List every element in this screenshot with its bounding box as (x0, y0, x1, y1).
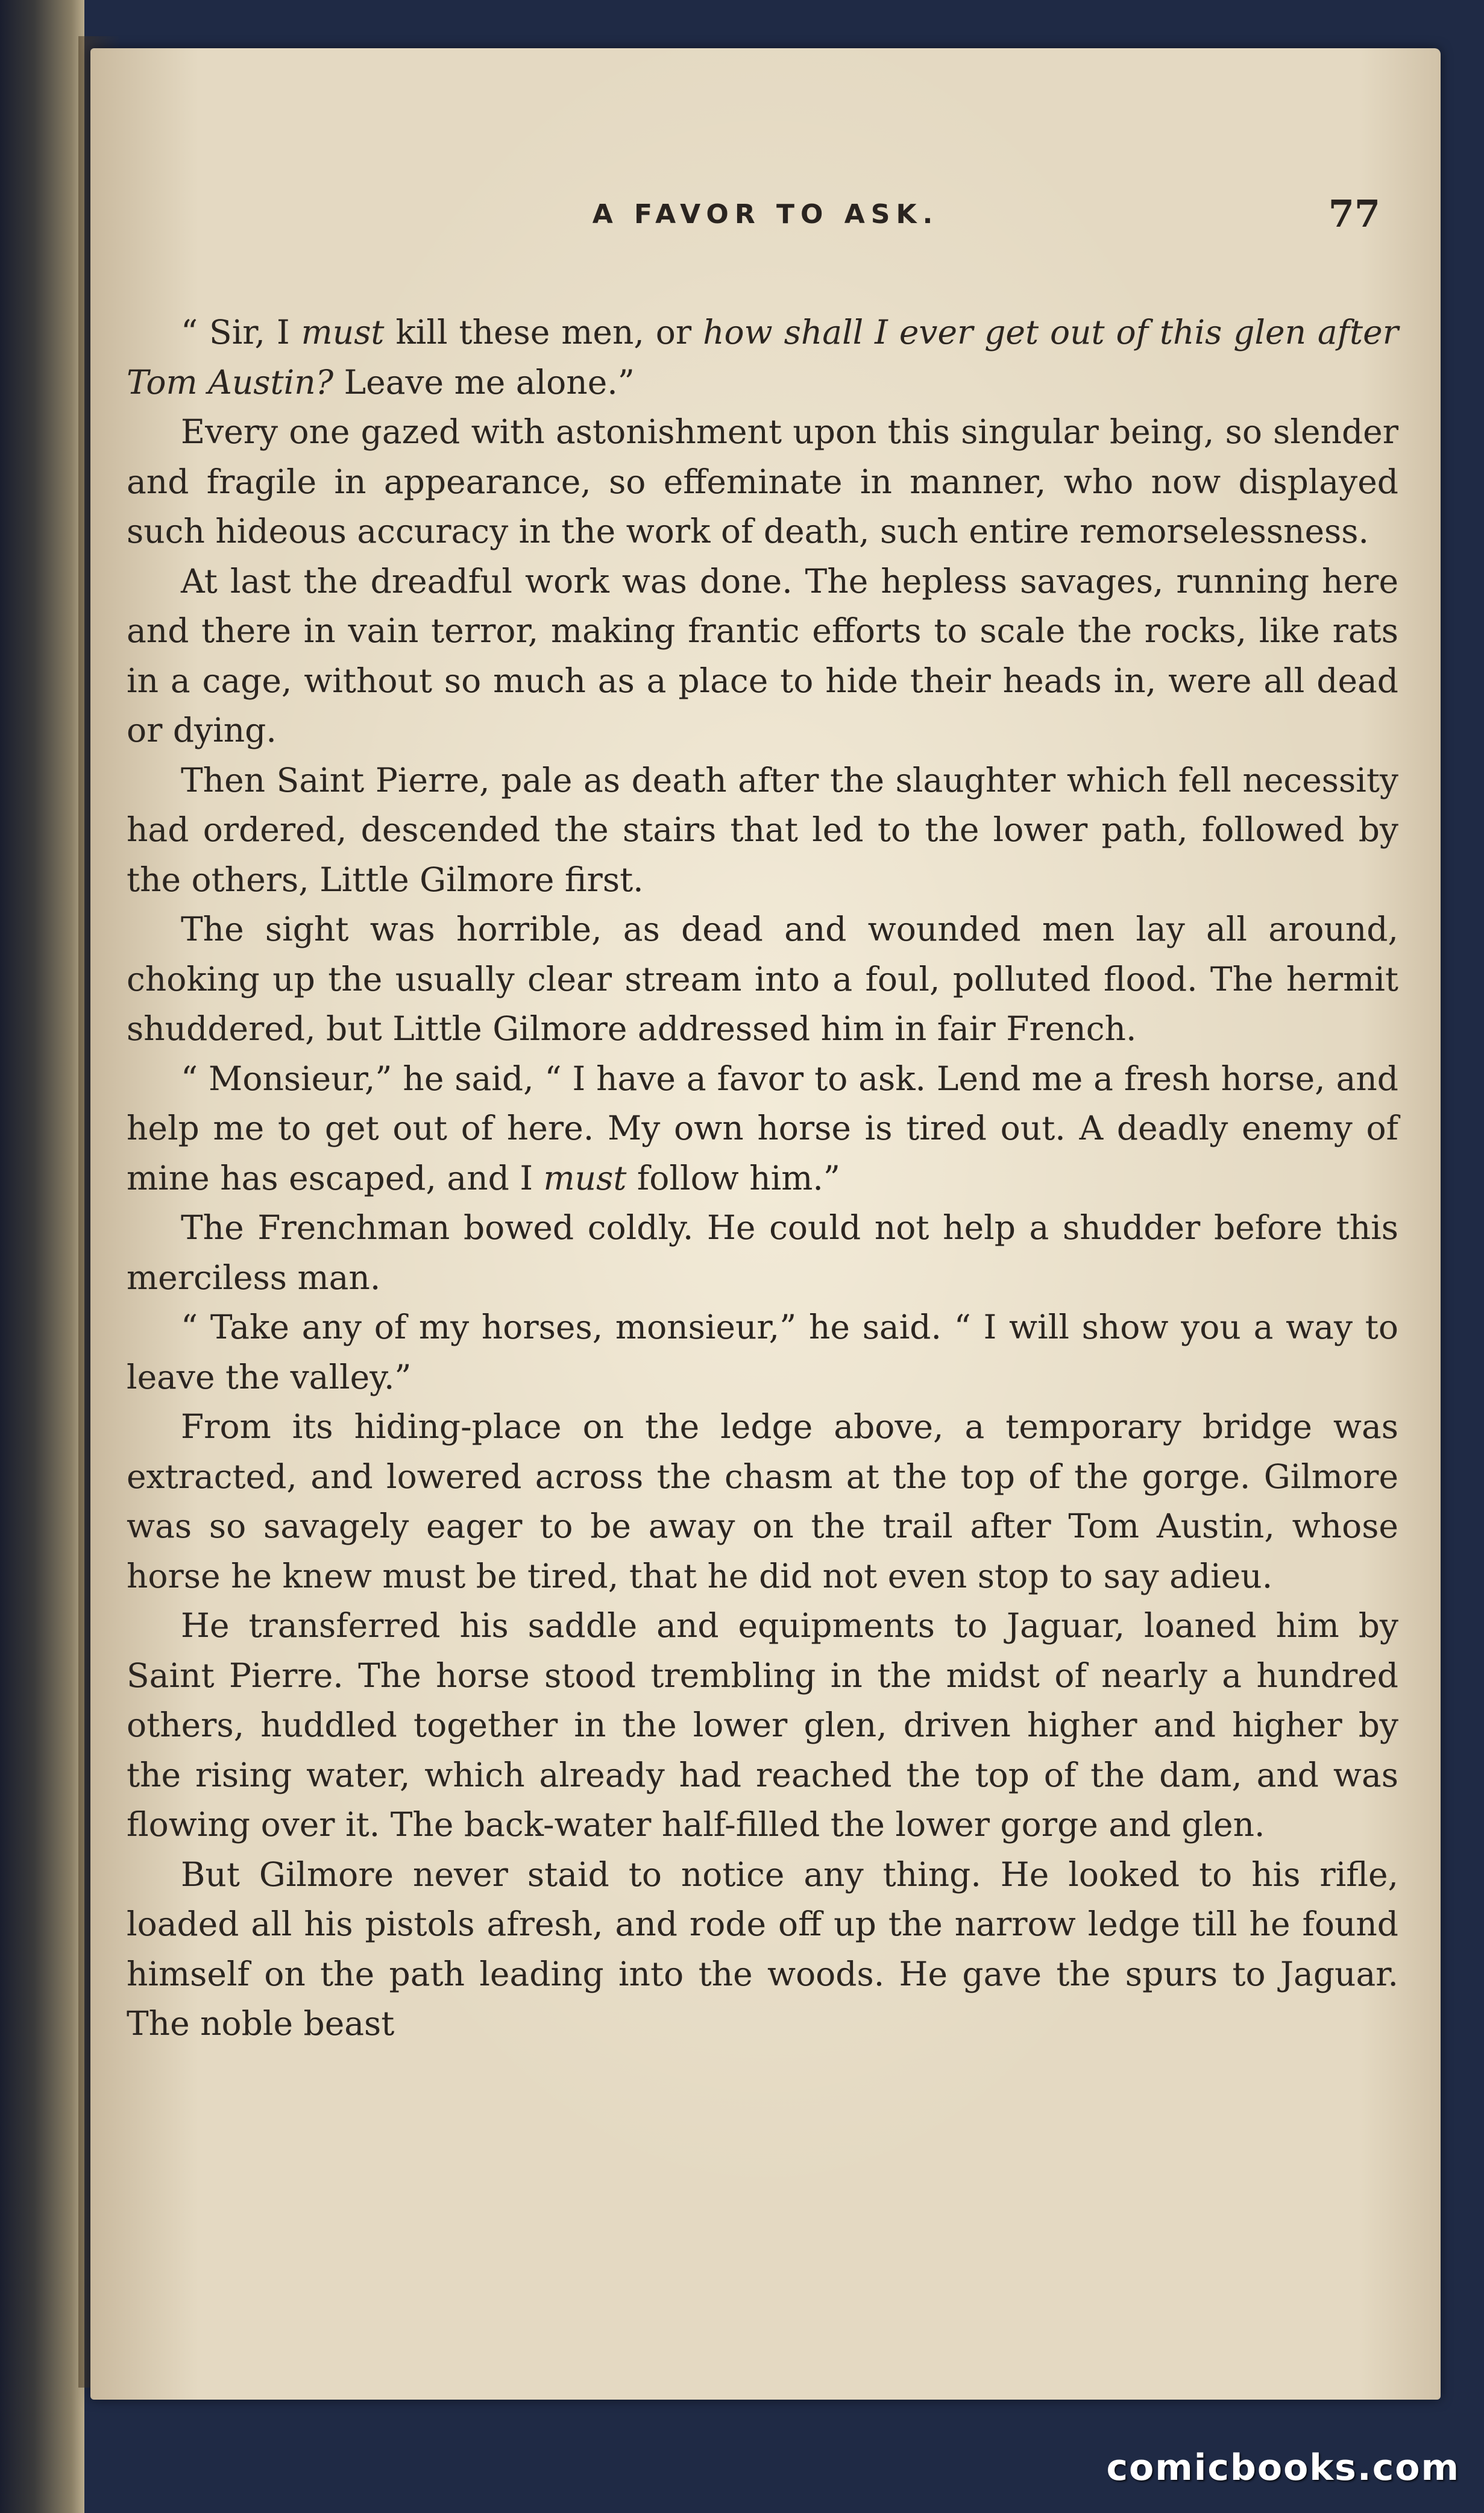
paragraph (127, 1850, 1398, 2049)
paragraph (127, 904, 1398, 1054)
paragraph (127, 307, 1398, 407)
paragraph (127, 1601, 1398, 1850)
paragraph (127, 407, 1398, 557)
paragraph (127, 1402, 1398, 1601)
text-segment: “ Sir, I (181, 313, 301, 352)
running-title: A FAVOR TO ASK. (592, 199, 939, 230)
paragraph (127, 1302, 1398, 1402)
text-segment: Then Saint Pierre, pale as death after the slaughter which fell necessity had ordered, descended the stairs that led to the lower path, followed by the others, Little Gilmore first. (127, 760, 1398, 899)
text-segment: follow him.” (626, 1158, 841, 1197)
paragraph (127, 1203, 1398, 1302)
page-number: 77 (1328, 192, 1380, 236)
text-segment: Leave me alone.” (333, 362, 635, 402)
paragraph (127, 557, 1398, 755)
paragraph (127, 755, 1398, 905)
text-segment: The sight was horrible, as dead and wounded men lay all around, choking up the usually clear stream into a foul, polluted flood. The hermit shuddered, but Little Gilmore addressed him in fair French. (127, 910, 1398, 1048)
italic-segment: must (301, 313, 385, 352)
text-segment: At last the dreadful work was done. The hepless savages, running here and there in vain terror, making frantic efforts to scale the rocks, like rats in a cage, without so much as a place to hide their heads in, were all dead or dying. (127, 561, 1398, 749)
text-segment: But Gilmore never staid to notice any thing. He looked to his rifle, loaded all his pistols afresh, and rode off up the narrow ledge till he found himself on the path leading into the woods. He gave the spurs to Jaguar. The noble beast (127, 1855, 1398, 2043)
paragraph (127, 1054, 1398, 1203)
running-head (90, 187, 1441, 259)
italic-segment: how shall I ever get out of this glen after Tom Austin? (127, 313, 1398, 402)
watermark-text: comicbooks.com (1106, 2447, 1460, 2489)
book-page (90, 48, 1441, 2400)
text-segment: “ Monsieur,” he said, “ I have a favor to ask. Lend me a fresh horse, and help me to get out of here. My own horse is tired out. A deadly enemy of mine has escaped, and I (127, 1059, 1398, 1197)
text-segment: kill these men, or (384, 313, 703, 352)
italic-segment: must (543, 1158, 627, 1197)
text-segment: “ Take any of my horses, monsieur,” he said. “ I will show you a way to leave the valley.” (127, 1308, 1398, 1396)
body-text (127, 307, 1398, 2049)
text-segment: He transferred his saddle and equipments to Jaguar, loaned him by Saint Pierre. The horse stood trembling in the midst of nearly a hundred others, huddled together in the lower glen, driven higher and higher by the rising water, which already had reached the top of the dam, and was flowing over it. The back-water half-filled the lower gorge and glen. (127, 1606, 1398, 1844)
book-cover-edge (0, 0, 84, 2513)
text-segment: Every one gazed with astonishment upon this singular being, so slender and fragile in appearance, so effeminate in manner, who now displayed such hideous accuracy in the work of death, such entire remorselessness. (127, 412, 1398, 550)
text-segment: The Frenchman bowed coldly. He could not help a shudder before this merciless man. (127, 1208, 1398, 1297)
text-segment: From its hiding-place on the ledge above, a temporary bridge was extracted, and lowered across the chasm at the top of the gorge. Gilmore was so savagely eager to be away on the trail after Tom Austin, whose horse he knew must be tired, that he did not even stop to say adieu. (127, 1407, 1398, 1595)
